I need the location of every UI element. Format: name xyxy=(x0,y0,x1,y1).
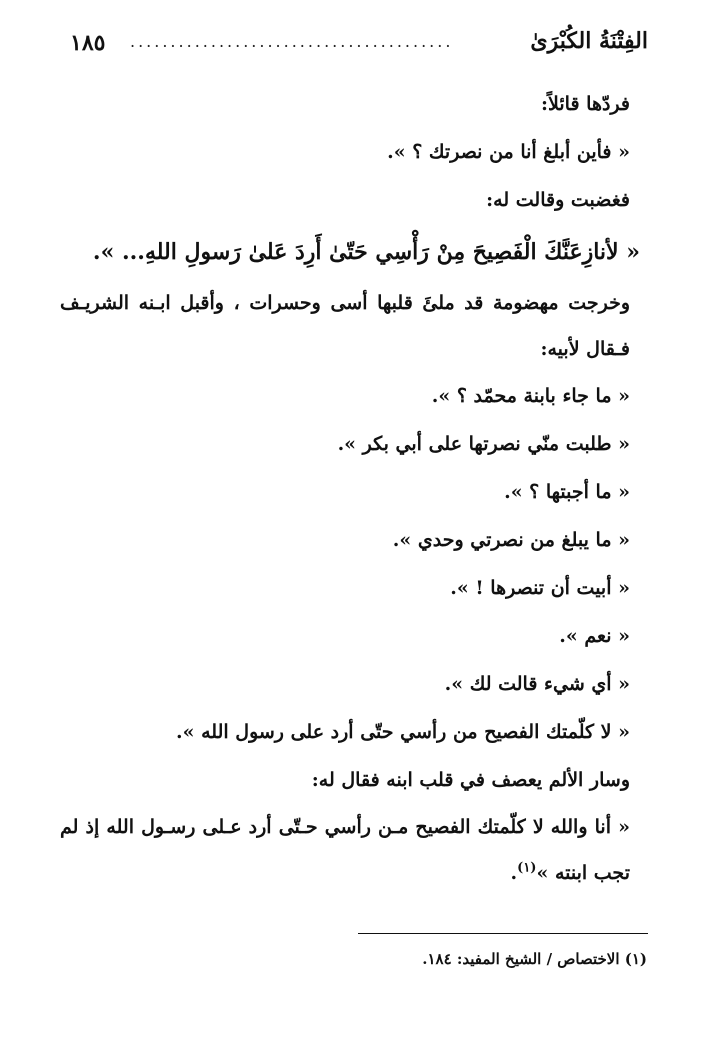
page-header xyxy=(70,28,648,68)
footnote-divider xyxy=(358,933,648,934)
header-dot-leader: ........................................ xyxy=(130,32,454,51)
dialogue-line: « أبيت أن تنصرها ! ». xyxy=(450,577,630,599)
running-title: الفِتْنَةُ الكُبْرَىٰ xyxy=(530,28,648,54)
quran-style-quote: « لأنازِعَنَّكَ الْفَصِيحَ مِنْ رَأْسِي حَتّىٰ أَرِدَ عَلىٰ رَسولِ اللهِ... ». xyxy=(92,239,640,265)
dialogue-paragraph: « أنا والله لا كلّمتك الفصيح مـن رأسي حـتّى أرد عـلى رسـول الله إذ لم تجب ابنته »$^{(١)}$. xyxy=(60,816,630,884)
text-paragraph: وخرجت مهضومة قد ملئَ قلبها أسى وحسرات ، وأقبل ابـنه الشريـف فـقال لأبيه: xyxy=(60,292,630,360)
page-number: ١٨٥ xyxy=(70,30,106,56)
page-body xyxy=(60,80,648,896)
dialogue-line: « أي شيء قالت لك ». xyxy=(444,673,630,695)
footnote-marker[interactable]: (١) xyxy=(517,860,537,876)
text-line: فغضبت وقالت له: xyxy=(486,189,630,211)
text-line: فردّها قائلاً: xyxy=(541,93,630,115)
dialogue-line: « نعم ». xyxy=(559,625,630,647)
dialogue-line: « طلبت منّي نصرتها على أبي بكر ». xyxy=(337,433,630,455)
dialogue-line: « ما جاء بابنة محمّد ؟ ». xyxy=(431,385,630,407)
footnote-text: (١) الاختصاص / الشيخ المفيد: ١٨٤. xyxy=(422,950,647,968)
dialogue-line: « ما أجبتها ؟ ». xyxy=(504,481,630,503)
dialogue-line: « ما يبلغ من نصرتي وحدي ». xyxy=(392,529,630,551)
text-line: « فأين أبلغ أنا من نصرتك ؟ ». xyxy=(387,141,630,163)
dialogue-paragraph-text: « أنا والله لا كلّمتك الفصيح مـن رأسي حـتّى أرد عـلى رسـول الله إذ لم تجب ابنته » xyxy=(60,816,630,884)
dialogue-line: « لا كلّمتك الفصيح من رأسي حتّى أرد على رسول الله ». xyxy=(176,721,630,743)
text-line: وسار الألم يعصف في قلب ابنه فقال له: xyxy=(311,769,630,791)
